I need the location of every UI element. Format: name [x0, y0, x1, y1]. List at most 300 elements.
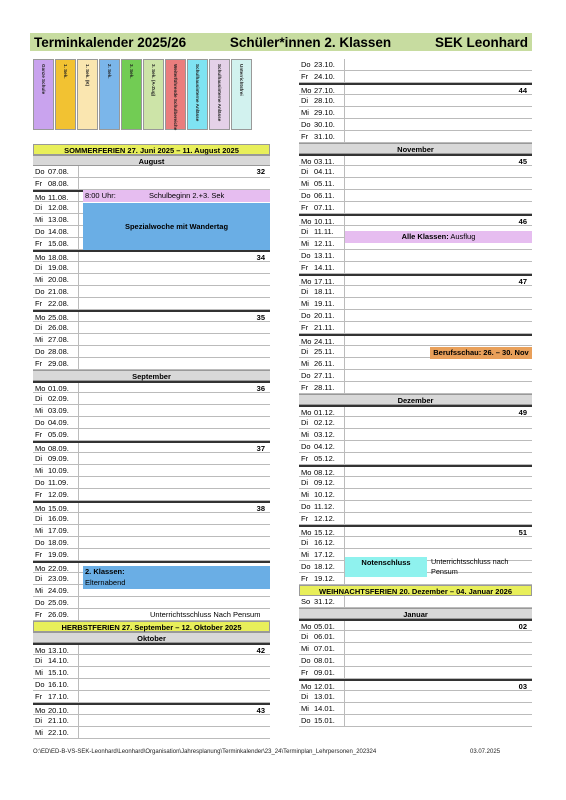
event-cell [344, 119, 532, 130]
event-berufsschau-text: Berufsschau: 26. – 30. Nov [433, 348, 529, 357]
date-label: 13.10. [48, 646, 69, 655]
calendar-row [33, 250, 270, 262]
calendar-row [33, 298, 270, 310]
date-label: 03.09. [48, 406, 69, 415]
day-label: Do [301, 191, 311, 200]
event-cell [344, 310, 532, 321]
date-label: 25.08. [48, 313, 69, 322]
calendar-row [299, 537, 532, 549]
date-label: 15.10. [48, 668, 69, 677]
event-cell [344, 489, 532, 500]
calendar-row [33, 501, 270, 513]
day-label: Do [35, 347, 45, 356]
day-label: Fr [35, 692, 43, 701]
date-label: 17.11. [314, 277, 335, 286]
calendar-row [299, 119, 532, 131]
event-cell [78, 655, 270, 666]
date-label: 21.10. [48, 716, 69, 725]
event-schulbeginn-text: Schulbeginn 2.+3. Sek [149, 191, 225, 200]
calendar-row [299, 298, 532, 310]
day-label: Fr [35, 359, 43, 368]
event-cell [344, 95, 532, 106]
event-cell [344, 441, 532, 452]
event-cell [344, 156, 532, 165]
date-label: 11.08. [48, 193, 69, 202]
date-label: 28.10. [314, 96, 335, 105]
day-label: Mi [35, 215, 43, 224]
date-label: 12.01. [314, 682, 335, 691]
day-label: Mo [35, 384, 46, 393]
day-label: Fr [301, 514, 309, 523]
day-label: Do [35, 227, 45, 236]
calendar-row [299, 679, 532, 691]
date-label: 05.11. [314, 179, 335, 188]
date-label: 14.11. [314, 263, 335, 272]
day-label: Mi [301, 108, 309, 117]
date-label: 27.11. [314, 371, 335, 380]
event-cell [78, 298, 270, 309]
date-label: 08.12. [314, 468, 335, 477]
calendar-row [33, 417, 270, 429]
calendar-row [33, 715, 270, 727]
date-label: 08.09. [48, 444, 69, 453]
day-label: Mo [301, 86, 312, 95]
day-label: Do [301, 716, 311, 725]
legend-item [165, 59, 186, 130]
event-cell [344, 286, 532, 297]
legend-label: Schulhausinterne Anlässe [217, 64, 222, 122]
date-label: 15.09. [48, 504, 69, 513]
calendar-row [33, 549, 270, 561]
date-label: 02.09. [48, 394, 69, 403]
date-label: 23.09. [48, 574, 69, 583]
event-cell [78, 405, 270, 416]
date-label: 04.12. [314, 442, 335, 451]
day-label: Mo [35, 706, 46, 715]
calendar-row [33, 441, 270, 453]
date-label: 28.11. [314, 383, 335, 392]
date-label: 05.12. [314, 454, 335, 463]
legend-item [121, 59, 142, 130]
date-label: 10.11. [314, 217, 335, 226]
calendar-row [33, 429, 270, 441]
legend-label: Schulhausinterne Anlässe [195, 64, 200, 122]
event-cell [78, 513, 270, 524]
date-label: 21.08. [48, 287, 69, 296]
event-cell [78, 334, 270, 345]
date-label: 13.08. [48, 215, 69, 224]
day-label: Di [35, 716, 43, 725]
month-dezember: Dezember [299, 394, 532, 405]
event-cell [78, 346, 270, 357]
date-label: 24.09. [48, 586, 69, 595]
date-label: 09.09. [48, 454, 69, 463]
day-label: Do [35, 418, 45, 427]
day-label: Fr [301, 72, 309, 81]
calendar-row [33, 679, 270, 691]
calendar-row [299, 310, 532, 322]
day-label: Do [301, 371, 311, 380]
calendar-row [299, 382, 532, 394]
date-label: 24.10. [314, 72, 335, 81]
calendar-row [299, 154, 532, 166]
event-cell [344, 107, 532, 118]
day-label: Di [301, 96, 309, 105]
date-label: 15.01. [314, 716, 335, 725]
calendar-row [299, 178, 532, 190]
event-cell [344, 537, 532, 548]
day-label: Do [301, 656, 311, 665]
event-cell [344, 190, 532, 201]
day-label: Mo [301, 528, 312, 537]
day-label: Fr [301, 323, 309, 332]
calendar-row [299, 667, 532, 679]
calendar-row [33, 453, 270, 465]
calendar-row [33, 691, 270, 703]
day-label: Fr [35, 550, 43, 559]
event-cell [78, 691, 270, 702]
day-label: Fr [35, 430, 43, 439]
date-label: 10.09. [48, 466, 69, 475]
date-label: 22.09. [48, 564, 69, 573]
calendar-row [299, 655, 532, 667]
day-label: Mi [301, 550, 309, 559]
week-number: 42 [256, 646, 265, 655]
calendar-row [299, 691, 532, 703]
day-label: Do [301, 311, 311, 320]
event-unterrichtsschluss [150, 609, 260, 621]
event-cell [78, 286, 270, 297]
calendar-row [299, 250, 532, 262]
date-label: 22.10. [48, 728, 69, 737]
calendar-row [299, 358, 532, 370]
legend-item [187, 59, 208, 130]
day-label: Mo [35, 646, 46, 655]
calendar-row [33, 310, 270, 322]
school-name: SEK Leonhard [434, 34, 528, 50]
event-cell [344, 59, 532, 70]
date-label: 22.08. [48, 299, 69, 308]
date-label: 12.12. [314, 514, 335, 523]
date-label: 12.08. [48, 203, 69, 212]
date-label: 03.11. [314, 157, 335, 166]
event-cell [78, 262, 270, 273]
event-cell [344, 453, 532, 464]
calendar-row [299, 619, 532, 631]
event-spezialwoche-text: Spezialwoche mit Wandertag [124, 222, 229, 231]
event-cell [344, 370, 532, 381]
event-cell [78, 178, 270, 189]
calendar-row [33, 667, 270, 679]
event-cell [344, 527, 532, 536]
calendar-row [33, 346, 270, 358]
sonntag-rows [299, 596, 532, 608]
day-label: Di [301, 538, 309, 547]
event-ausflug-label: Alle Klassen: [401, 232, 449, 241]
day-label: Fr [35, 179, 43, 188]
week-number: 02 [518, 622, 527, 631]
week-number: 45 [518, 157, 527, 166]
calendar-row [33, 643, 270, 655]
legend-item [77, 59, 98, 130]
day-label: Di [35, 656, 43, 665]
day-label: Mi [35, 586, 43, 595]
date-label: 15.08. [48, 239, 69, 248]
day-label: Mo [301, 468, 312, 477]
legend-item [231, 59, 252, 130]
day-label: Di [301, 347, 309, 356]
day-label: Do [301, 251, 311, 260]
week-number: 51 [518, 528, 527, 537]
header [30, 33, 532, 51]
week-number: 49 [518, 408, 527, 417]
event-elternabend-text: Elternabend [85, 578, 126, 587]
legend-label: Weiterführende Schulbereiche [173, 64, 178, 131]
day-label: Di [301, 167, 309, 176]
date-label: 14.08. [48, 227, 69, 236]
calendar-row [33, 381, 270, 393]
legend-item [209, 59, 230, 130]
date-label: 27.08. [48, 335, 69, 344]
week-number: 47 [518, 277, 527, 286]
day-label: Mo [35, 253, 46, 262]
date-label: 08.01. [314, 656, 335, 665]
calendar-row [299, 405, 532, 417]
event-cell [344, 250, 532, 261]
date-label: 09.01. [314, 668, 335, 677]
month-september: September [33, 370, 270, 381]
calendar-row [299, 465, 532, 477]
legend-label: Ganze Schule [41, 64, 46, 95]
legend-label: Unterrichtsfrei [239, 64, 244, 96]
calendar-row [299, 202, 532, 214]
date-label: 27.10. [314, 86, 335, 95]
weihnachtsferien-banner: WEIHNACHTSFERIEN 20. Dezember – 04. Januar 2026 [299, 585, 532, 596]
event-uschluss-text: Unterrichtsschluss nach Pensum [431, 557, 509, 576]
event-cell [344, 382, 532, 393]
date-label: 17.12. [314, 550, 335, 559]
date-label: 04.09. [48, 418, 69, 427]
calendar-row [299, 715, 532, 727]
date-label: 20.08. [48, 275, 69, 284]
day-label: Mi [301, 490, 309, 499]
day-label: Di [35, 203, 43, 212]
calendar-row [33, 703, 270, 715]
date-label: 18.09. [48, 538, 69, 547]
legend-label: 1. Sek. (K) [85, 64, 90, 87]
event-cell [344, 131, 532, 142]
day-label: Fr [301, 668, 309, 677]
date-label: 14.10. [48, 656, 69, 665]
calendar-row [299, 596, 532, 608]
day-label: Mo [301, 217, 312, 226]
date-label: 24.11. [314, 337, 335, 346]
date-label: 29.10. [314, 108, 335, 117]
date-label: 09.12. [314, 478, 335, 487]
event-cell [78, 549, 270, 560]
calendar-row [299, 83, 532, 95]
week-number: 36 [256, 384, 265, 393]
calendar-row [33, 405, 270, 417]
date-label: 07.01. [314, 644, 335, 653]
legend-label: 3. Sek. [129, 64, 134, 79]
event-cell [78, 477, 270, 488]
page-title: Terminkalender 2025/26 [34, 34, 187, 50]
week-number: 32 [256, 167, 265, 176]
event-cell [78, 312, 270, 321]
day-label: Mo [35, 313, 46, 322]
calendar-row [299, 525, 532, 537]
event-cell [344, 407, 532, 416]
date-label: 19.11. [314, 299, 335, 308]
date-label: 11.09. [48, 478, 69, 487]
footer-date: 03.07.2025 [470, 749, 501, 755]
date-label: 06.11. [314, 191, 335, 200]
date-label: 11.12. [314, 502, 335, 511]
calendar-row [299, 643, 532, 655]
event-cell [78, 679, 270, 690]
day-label: Mo [301, 682, 312, 691]
date-label: 16.09. [48, 514, 69, 523]
date-label: 30.10. [314, 120, 335, 129]
event-cell [344, 417, 532, 428]
event-cell [344, 358, 532, 369]
event-cell [344, 178, 532, 189]
legend [33, 59, 252, 130]
calendar-row [299, 322, 532, 334]
calendar-row [299, 59, 532, 71]
event-cell [78, 715, 270, 726]
event-cell [344, 691, 532, 702]
day-label: Fr [301, 132, 309, 141]
calendar-row [299, 631, 532, 643]
date-label: 07.11. [314, 203, 335, 212]
date-label: 01.12. [314, 408, 335, 417]
footer-path: O:\ED\ED-B-VS-SEK-Leonhard\Leonhard\Organisation\Jahresplanung\Terminkalender\23_24\Terminplan_Lehrpersonen_202324 [33, 749, 377, 755]
event-cell [344, 166, 532, 177]
date-label: 18.12. [314, 562, 335, 571]
calendar-row [33, 166, 270, 178]
event-klassen-label: 2. Klassen: [85, 567, 125, 576]
legend-item [55, 59, 76, 130]
date-label: 18.08. [48, 253, 69, 262]
legend-label: 2. Sek. [107, 64, 112, 79]
event-cell [344, 643, 532, 654]
week-number: 44 [518, 86, 527, 95]
calendar-row [299, 131, 532, 143]
event-cell [78, 645, 270, 654]
event-cell [344, 216, 532, 225]
date-label: 17.09. [48, 526, 69, 535]
day-label: Mi [301, 430, 309, 439]
week-number: 46 [518, 217, 527, 226]
date-label: 23.10. [314, 60, 335, 69]
event-cell [344, 715, 532, 726]
event-cell [344, 681, 532, 690]
event-schulbeginn [83, 190, 270, 202]
date-label: 13.01. [314, 692, 335, 701]
day-label: Mi [35, 526, 43, 535]
day-label: Mo [35, 193, 46, 202]
calendar-row [299, 166, 532, 178]
event-cell [78, 252, 270, 261]
date-label: 25.09. [48, 598, 69, 607]
day-label: Do [35, 287, 45, 296]
day-label: Mo [301, 157, 312, 166]
date-label: 19.09. [48, 550, 69, 559]
date-label: 04.11. [314, 167, 335, 176]
event-notenschluss-text: Notenschluss [361, 558, 411, 567]
event-uschluss [431, 557, 531, 577]
day-label: Mi [301, 644, 309, 653]
event-notenschluss [345, 557, 427, 577]
calendar-row [299, 274, 532, 286]
event-cell [78, 465, 270, 476]
day-label: Fr [301, 203, 309, 212]
event-cell [344, 85, 532, 94]
calendar-row [299, 71, 532, 83]
event-schulbeginn-time: 8:00 Uhr: [85, 191, 116, 200]
event-cell [344, 596, 532, 607]
day-label: Mi [301, 299, 309, 308]
calendar-row [33, 334, 270, 346]
calendar-row [299, 477, 532, 489]
date-label: 02.12. [314, 418, 335, 427]
event-cell [78, 453, 270, 464]
day-label: Di [301, 692, 309, 701]
date-label: 20.10. [48, 706, 69, 715]
date-label: 08.08. [48, 179, 69, 188]
day-label: Fr [35, 299, 43, 308]
event-ausflug [345, 231, 532, 243]
calendar-row [33, 322, 270, 334]
date-label: 06.01. [314, 632, 335, 641]
date-label: 10.12. [314, 490, 335, 499]
day-label: Mi [35, 406, 43, 415]
day-label: Di [35, 263, 43, 272]
day-label: Do [35, 167, 45, 176]
date-label: 19.08. [48, 263, 69, 272]
event-cell [78, 667, 270, 678]
calendar-row [33, 393, 270, 405]
day-label: Mi [301, 704, 309, 713]
event-ausflug-text: Ausflug [450, 232, 476, 241]
week-number: 38 [256, 504, 265, 513]
week-number: 34 [256, 253, 265, 262]
date-label: 29.08. [48, 359, 69, 368]
day-label: Mo [301, 337, 312, 346]
day-label: Mi [301, 359, 309, 368]
event-cell [78, 597, 270, 608]
event-cell [78, 166, 270, 177]
event-cell [344, 501, 532, 512]
calendar-row [299, 262, 532, 274]
calendar-row [299, 513, 532, 525]
event-cell [78, 503, 270, 512]
day-label: Di [35, 454, 43, 463]
calendar-row [299, 429, 532, 441]
calendar-row [299, 501, 532, 513]
calendar-row [33, 358, 270, 370]
date-label: 07.08. [48, 167, 69, 176]
day-label: Fr [35, 239, 43, 248]
day-label: Di [301, 227, 309, 236]
oktober-rows-right [299, 59, 532, 143]
sommerferien-banner: SOMMERFERIEN 27. Juni 2025 – 11. August 2025 [33, 144, 270, 155]
right-column [299, 59, 532, 727]
event-cell [78, 727, 270, 738]
date-label: 26.08. [48, 323, 69, 332]
